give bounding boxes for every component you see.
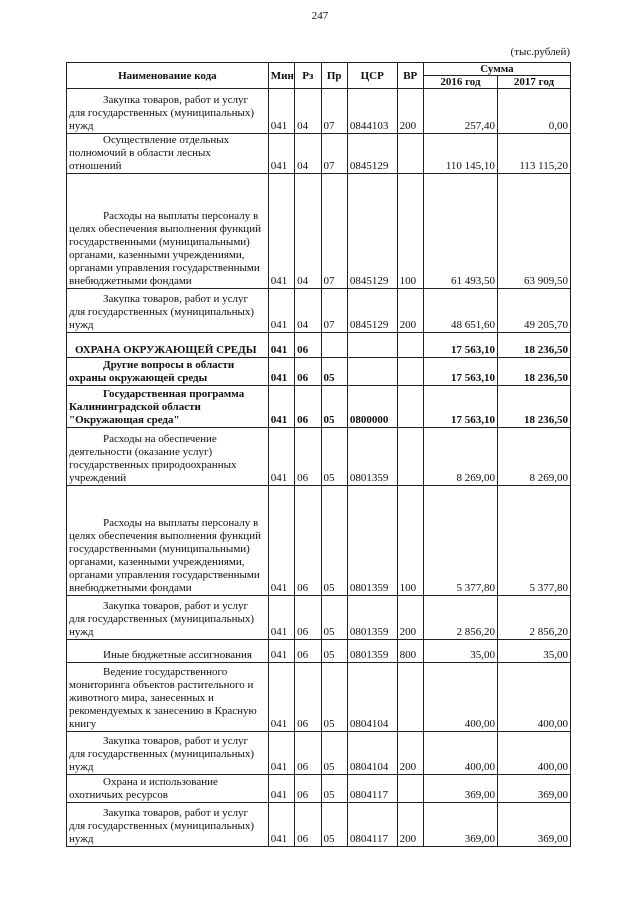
row-vr: 200 bbox=[397, 596, 423, 640]
header-pr: Пр bbox=[321, 63, 347, 89]
table-row bbox=[67, 428, 571, 486]
row-pr: 05 bbox=[321, 428, 347, 486]
row-vr bbox=[397, 428, 423, 486]
row-csr: 0804117 bbox=[347, 775, 397, 803]
row-pr bbox=[321, 333, 347, 358]
row-csr: 0845129 bbox=[347, 134, 397, 174]
row-vr: 200 bbox=[397, 803, 423, 847]
row-2017: 369,00 bbox=[497, 775, 570, 803]
table-row bbox=[67, 134, 571, 174]
table-row bbox=[67, 732, 571, 775]
row-name: Расходы на выплаты персоналу в целях обеспечения выполнения функций государственными (муниципальными) органами, казенными учреждениями, органами управления государственными внебюджетными фондами bbox=[67, 486, 269, 596]
row-vr: 100 bbox=[397, 486, 423, 596]
row-vr bbox=[397, 333, 423, 358]
header-year-2016: 2016 год bbox=[423, 76, 497, 89]
row-name: Расходы на обеспечение деятельности (оказание услуг) государственных природоохранных учреждений bbox=[67, 428, 269, 486]
row-name: Другие вопросы в области охраны окружающей среды bbox=[67, 358, 269, 386]
row-csr: 0804104 bbox=[347, 663, 397, 732]
row-pr: 07 bbox=[321, 89, 347, 134]
row-2017: 400,00 bbox=[497, 663, 570, 732]
row-vr bbox=[397, 358, 423, 386]
row-rz: 06 bbox=[295, 428, 321, 486]
row-vr: 800 bbox=[397, 640, 423, 663]
header-min: Мин bbox=[268, 63, 294, 89]
header-vr: ВР bbox=[397, 63, 423, 89]
row-csr: 0801359 bbox=[347, 596, 397, 640]
table-row bbox=[67, 803, 571, 847]
row-vr bbox=[397, 386, 423, 428]
table-row bbox=[67, 663, 571, 732]
row-2017: 0,00 bbox=[497, 89, 570, 134]
row-name: Закупка товаров, работ и услуг для государственных (муниципальных) нужд bbox=[67, 89, 269, 134]
row-vr: 200 bbox=[397, 89, 423, 134]
row-2017: 18 236,50 bbox=[497, 333, 570, 358]
row-2017: 2 856,20 bbox=[497, 596, 570, 640]
row-csr: 0804117 bbox=[347, 803, 397, 847]
row-pr: 05 bbox=[321, 486, 347, 596]
row-pr: 05 bbox=[321, 640, 347, 663]
row-2016: 17 563,10 bbox=[423, 386, 497, 428]
table-row bbox=[67, 596, 571, 640]
row-name: Государственная программа Калининградской области "Окружающая среда" bbox=[67, 386, 269, 428]
row-pr: 07 bbox=[321, 289, 347, 333]
row-2016: 61 493,50 bbox=[423, 174, 497, 289]
row-name: Ведение государственного мониторинга объектов растительного и животного мира, занесенных и рекомендуемых к занесению в Красную книгу bbox=[67, 663, 269, 732]
row-csr: 0800000 bbox=[347, 386, 397, 428]
row-pr: 05 bbox=[321, 803, 347, 847]
row-rz: 06 bbox=[295, 486, 321, 596]
row-rz: 04 bbox=[295, 89, 321, 134]
row-rz: 04 bbox=[295, 134, 321, 174]
row-pr: 07 bbox=[321, 134, 347, 174]
row-rz: 06 bbox=[295, 333, 321, 358]
row-vr: 100 bbox=[397, 174, 423, 289]
row-rz: 06 bbox=[295, 663, 321, 732]
row-csr: 0845129 bbox=[347, 174, 397, 289]
row-2017: 18 236,50 bbox=[497, 386, 570, 428]
row-2016: 2 856,20 bbox=[423, 596, 497, 640]
table-row bbox=[67, 289, 571, 333]
row-csr: 0801359 bbox=[347, 486, 397, 596]
row-2016: 17 563,10 bbox=[423, 333, 497, 358]
row-rz: 06 bbox=[295, 732, 321, 775]
row-pr: 05 bbox=[321, 732, 347, 775]
row-vr: 200 bbox=[397, 732, 423, 775]
row-min: 041 bbox=[268, 486, 294, 596]
row-rz: 06 bbox=[295, 386, 321, 428]
row-pr: 07 bbox=[321, 174, 347, 289]
table-row bbox=[67, 775, 571, 803]
units-label: (тыс.рублей) bbox=[510, 46, 570, 58]
header-year-2017: 2017 год bbox=[497, 76, 570, 89]
row-rz: 06 bbox=[295, 640, 321, 663]
row-min: 041 bbox=[268, 386, 294, 428]
row-2017: 35,00 bbox=[497, 640, 570, 663]
table-row bbox=[67, 386, 571, 428]
row-2016: 5 377,80 bbox=[423, 486, 497, 596]
row-min: 041 bbox=[268, 174, 294, 289]
row-vr bbox=[397, 775, 423, 803]
row-rz: 04 bbox=[295, 289, 321, 333]
row-pr: 05 bbox=[321, 775, 347, 803]
row-vr bbox=[397, 663, 423, 732]
row-pr: 05 bbox=[321, 663, 347, 732]
table-header bbox=[67, 63, 571, 89]
page-number: 247 bbox=[311, 10, 329, 22]
row-2017: 369,00 bbox=[497, 803, 570, 847]
row-2017: 18 236,50 bbox=[497, 358, 570, 386]
row-name: Закупка товаров, работ и услуг для государственных (муниципальных) нужд bbox=[67, 732, 269, 775]
row-vr bbox=[397, 134, 423, 174]
row-csr bbox=[347, 358, 397, 386]
row-csr: 0804104 bbox=[347, 732, 397, 775]
header-name: Наименование кода bbox=[67, 63, 269, 89]
row-2016: 400,00 bbox=[423, 663, 497, 732]
row-csr: 0801359 bbox=[347, 428, 397, 486]
row-2016: 369,00 bbox=[423, 803, 497, 847]
row-min: 041 bbox=[268, 596, 294, 640]
row-2017: 400,00 bbox=[497, 732, 570, 775]
row-2016: 8 269,00 bbox=[423, 428, 497, 486]
row-min: 041 bbox=[268, 732, 294, 775]
row-rz: 06 bbox=[295, 358, 321, 386]
row-pr: 05 bbox=[321, 596, 347, 640]
row-min: 041 bbox=[268, 89, 294, 134]
row-min: 041 bbox=[268, 640, 294, 663]
row-min: 041 bbox=[268, 333, 294, 358]
row-rz: 04 bbox=[295, 174, 321, 289]
row-rz: 06 bbox=[295, 803, 321, 847]
row-min: 041 bbox=[268, 358, 294, 386]
row-rz: 06 bbox=[295, 775, 321, 803]
row-csr bbox=[347, 333, 397, 358]
row-csr: 0845129 bbox=[347, 289, 397, 333]
header-rz: Рз bbox=[295, 63, 321, 89]
row-2017: 8 269,00 bbox=[497, 428, 570, 486]
row-2016: 17 563,10 bbox=[423, 358, 497, 386]
row-csr: 0844103 bbox=[347, 89, 397, 134]
row-2017: 49 205,70 bbox=[497, 289, 570, 333]
row-2017: 5 377,80 bbox=[497, 486, 570, 596]
table-row bbox=[67, 89, 571, 134]
row-min: 041 bbox=[268, 775, 294, 803]
table-row bbox=[67, 486, 571, 596]
table-row bbox=[67, 333, 571, 358]
row-2017: 113 115,20 bbox=[497, 134, 570, 174]
row-min: 041 bbox=[268, 134, 294, 174]
row-min: 041 bbox=[268, 289, 294, 333]
row-csr: 0801359 bbox=[347, 640, 397, 663]
row-pr: 05 bbox=[321, 386, 347, 428]
row-pr: 05 bbox=[321, 358, 347, 386]
table-row bbox=[67, 358, 571, 386]
header-sum: Сумма bbox=[423, 63, 570, 76]
header-csr: ЦСР bbox=[347, 63, 397, 89]
row-name: Осуществление отдельных полномочий в области лесных отношений bbox=[67, 134, 269, 174]
row-2016: 110 145,10 bbox=[423, 134, 497, 174]
row-name: Иные бюджетные ассигнования bbox=[67, 640, 269, 663]
budget-table bbox=[66, 62, 571, 847]
row-min: 041 bbox=[268, 428, 294, 486]
row-2016: 48 651,60 bbox=[423, 289, 497, 333]
row-name: Охрана и использование охотничьих ресурсов bbox=[67, 775, 269, 803]
row-name: Закупка товаров, работ и услуг для государственных (муниципальных) нужд bbox=[67, 289, 269, 333]
row-min: 041 bbox=[268, 663, 294, 732]
row-name: Расходы на выплаты персоналу в целях обеспечения выполнения функций государственными (муниципальными) органами, казенными учреждениями, органами управления государственными внебюджетными фондами bbox=[67, 174, 269, 289]
row-2016: 400,00 bbox=[423, 732, 497, 775]
row-2016: 369,00 bbox=[423, 775, 497, 803]
row-min: 041 bbox=[268, 803, 294, 847]
row-2017: 63 909,50 bbox=[497, 174, 570, 289]
table-row bbox=[67, 174, 571, 289]
table-row bbox=[67, 640, 571, 663]
row-name: ОХРАНА ОКРУЖАЮЩЕЙ СРЕДЫ bbox=[67, 333, 269, 358]
row-vr: 200 bbox=[397, 289, 423, 333]
row-rz: 06 bbox=[295, 596, 321, 640]
row-2016: 257,40 bbox=[423, 89, 497, 134]
row-name: Закупка товаров, работ и услуг для государственных (муниципальных) нужд bbox=[67, 596, 269, 640]
row-name: Закупка товаров, работ и услуг для государственных (муниципальных) нужд bbox=[67, 803, 269, 847]
row-2016: 35,00 bbox=[423, 640, 497, 663]
